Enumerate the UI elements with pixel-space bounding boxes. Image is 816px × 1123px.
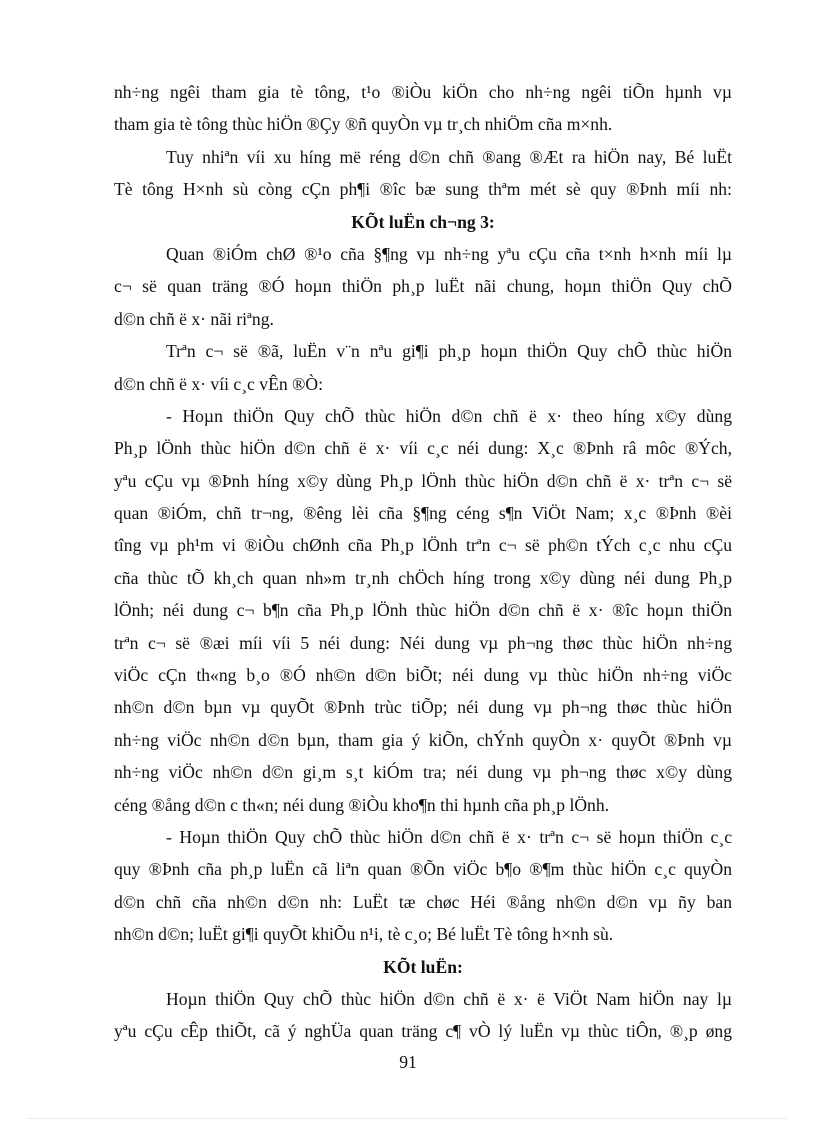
text-line: yªu cÇu cÊp thiÕt, cã ý nghÜa quan träng c¶ vÒ lý luËn vµ thùc tiÔn, ®¸p øng [114,1021,732,1042]
text-line: Ph¸p lÖnh thùc hiÖn d©n chñ ë x· víi c¸c néi dung: X¸c ®Þnh râ môc ®Ých, [114,438,732,459]
text-line: c¬ së quan träng ®Ó hoµn thiÖn ph¸p luËt nãi chung, hoµn thiÖn Quy chÕ [114,276,732,297]
text-line: tîng vµ ph¹m vi ®iÒu chØnh cña Ph¸p lÖnh trªn c¬ së ph©n tÝch c¸c nhu cÇu [114,535,732,556]
text-line: Quan ®iÓm chØ ®¹o cña §¶ng vµ nh÷ng yªu cÇu cña t×nh h×nh míi lµ [166,243,732,264]
text-line: d©n chñ cña nh©n d©n nh: LuËt tæ chøc Héi ®ång nh©n d©n vµ ñy ban [114,891,732,912]
text-line: d©n chñ ë x· nãi riªng. [114,308,274,329]
text-line: yªu cÇu vµ ®Þnh híng x©y dùng Ph¸p lÖnh thùc hiÖn d©n chñ ë x· trªn c¬ së [114,470,732,491]
text-line: Trªn c¬ së ®ã, luËn v¨n nªu gi¶i ph¸p hoµn thiÖn Quy chÕ thùc hiÖn [166,341,732,362]
conclusion-heading: KÕt luËn: [383,956,463,977]
document-body [114,76,732,1048]
text-line: Tè tông H×nh sù còng cÇn ph¶i ®îc bæ sung thªm mét sè quy ®Þnh míi nh: [114,179,732,200]
text-line: nh©n d©n bµn vµ quyÕt ®Þnh trùc tiÕp; néi dung vµ ph¬ng thøc thùc hiÖn [114,697,732,718]
section-heading: KÕt luËn ch¬ng 3: [351,211,495,232]
text-line: Hoµn thiÖn Quy chÕ thùc hiÖn d©n chñ ë x· ë ViÖt Nam hiÖn nay lµ [166,988,732,1009]
text-line: d©n chñ ë x· víi c¸c vÊn ®Ò: [114,373,323,394]
text-line: - Hoµn thiÖn Quy chÕ thùc hiÖn d©n chñ ë x· theo híng x©y dùng [166,405,732,426]
text-line: viÖc cÇn th«ng b¸o ®Ó nh©n d©n biÕt; néi dung vµ thùc hiÖn nh÷ng viÖc [114,665,732,686]
footer-divider [28,1118,788,1119]
text-line: tham gia tè tông thùc hiÖn ®Çy ®ñ quyÒn vµ tr¸ch nhiÖm cña m×nh. [114,114,613,135]
text-line: Tuy nhiªn víi xu híng më réng d©n chñ ®ang ®Æt ra hiÖn nay, Bé luËt [166,146,732,167]
text-line: cña thùc tÕ kh¸ch quan nh»m tr¸nh chÖch híng trong x©y dùng néi dung Ph¸p [114,567,732,588]
page-number: 91 [399,1052,417,1072]
text-line: - Hoµn thiÖn Quy chÕ thùc hiÖn d©n chñ ë x· trªn c¬ së hoµn thiÖn c¸c [166,826,732,847]
text-line: trªn c¬ së ®æi míi víi 5 néi dung: Néi dung vµ ph¬ng thøc thùc hiÖn nh÷ng [114,632,732,653]
text-line: lÖnh; néi dung c¬ b¶n cña Ph¸p lÖnh thùc hiÖn d©n chñ ë x· ®îc hoµn thiÖn [114,600,732,621]
text-line: nh©n d©n; luËt gi¶i quyÕt khiÕu n¹i, tè c¸o; Bé luËt Tè tông h×nh sù. [114,924,614,945]
text-line: quan ®iÓm, chñ tr¬ng, ®êng lèi cña §¶ng céng s¶n ViÖt Nam; x¸c ®Þnh ®èi [114,503,732,524]
text-line: céng ®ång d©n c th«n; néi dung ®iÒu kho¶n thi hµnh cña ph¸p lÖnh. [114,794,610,815]
text-line: nh÷ng ngêi tham gia tè tông, t¹o ®iÒu kiÖn cho nh÷ng ngêi tiÕn hµnh vµ [114,82,732,102]
text-line: nh÷ng viÖc nh©n d©n bµn, tham gia ý kiÕn, chÝnh quyÒn x· quyÕt ®Þnh vµ [114,729,732,750]
text-line: quy ®Þnh cña ph¸p luËn cã liªn quan ®Õn viÖc b¶o ®¶m thùc hiÖn c¸c quyÒn [114,859,732,880]
text-line: nh÷ng viÖc nh©n d©n gi¸m s¸t kiÓm tra; néi dung vµ ph¬ng thøc x©y dùng [114,762,732,783]
